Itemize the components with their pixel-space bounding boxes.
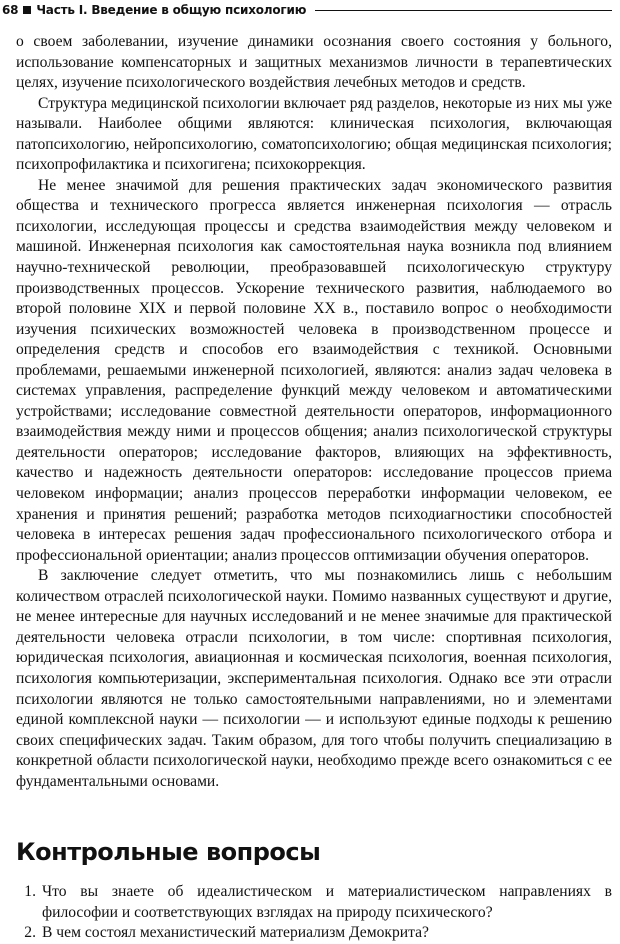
paragraph-engineering-psychology: Не менее значимой для решения практических задач экономического развития общества и технического прогресса является инженерная психология — отрасль психологии, исследующая процессы и средства взаимодействия между человеком и машиной. Инженерная психология как самостоятельная наука возникла под влиянием научно-технической революции, преобразовавшей психологическую структуру производственных процессов. Ускорение технического развития, наблюдаемого во второй половине XIX и первой половине XX в., поставило вопрос о необходимости изучения психических возможностей человека в производственном процессе и определения средств и способов его взаимодействия с техникой. Основными проблемами, решаемыми инженерной психологией, являются: анализ задач человека в системах управления, распределение функций между человеком и автоматическими устройствами; исследование совместной деятельности операторов, информационного взаимодействия между ними и процессов общения; анализ психологической структуры деятельности операторов; исследование факторов, влияющих на эффективность, качество и надежность деятельности операторов: исследование процессов приема человеком информации; анализ процессов переработки информации человеком, ее хранения и принятия решений; разработка методов психодиагностики способностей человека в интересах решения задач профессионального психологического отбора и профессиональной ориентации; анализ процессов оптимизации обучения операторов. — [16, 176, 612, 564]
square-bullet-icon — [23, 6, 31, 14]
question-number: 2. — [24, 924, 36, 941]
header-rule — [315, 10, 612, 11]
body-text — [16, 32, 612, 792]
paragraph-continuation: о своем заболевании, изучение динамики осознания своего состояния у больного, использование компенсаторных и защитных механизмов личности в терапевтических целях, изучение психологического воздействия лечебных методов и средств. — [16, 33, 612, 92]
paragraph-conclusion: В заключение следует отметить, что мы познакомились лишь с небольшим количеством отраслей психологической науки. Помимо названных существуют и другие, не менее интересные для научных исследований и не менее значимые для практической деятельности человека отрасли психологии, в том числе: спортивная психология, юридическая психология, авиационная и космическая психология, военная психология, психология компьютеризации, экспериментальная психология. Однако все эти отрасли психологии являются не только самостоятельными направлениями, но и элементами единой комплексной науки — психологии — и используют единые подходы к решению своих специфических задач. Таким образом, для того чтобы получить специализацию в конкретной области психологической науки, необходимо прежде всего ознакомиться с ее фундаментальными основами. — [16, 567, 612, 790]
running-title: Часть I. Введение в общую психологию — [36, 3, 307, 17]
questions-list — [16, 882, 612, 944]
page-number: 68 — [2, 3, 19, 17]
running-header — [2, 2, 612, 18]
section-title: Контрольные вопросы — [16, 838, 321, 866]
paragraph-structure: Структура медицинской психологии включает ряд разделов, некоторые из них мы уже называли. Наиболее общими являются: клиническая психология, включающая патопсихологию, нейропсихологию, соматопсихологию; общая медицинская психология; психопрофилактика и психогигена; психокоррекция. — [16, 94, 613, 174]
question-text: Что вы знаете об идеалистическом и материалистическом направлениях в философии и соответствующих взглядах на природу психического? — [42, 883, 612, 921]
question-number: 1. — [24, 883, 36, 900]
question-item — [16, 923, 612, 944]
question-item — [16, 882, 612, 923]
question-text: В чем состоял механистический материализм Демокрита? — [42, 924, 429, 941]
